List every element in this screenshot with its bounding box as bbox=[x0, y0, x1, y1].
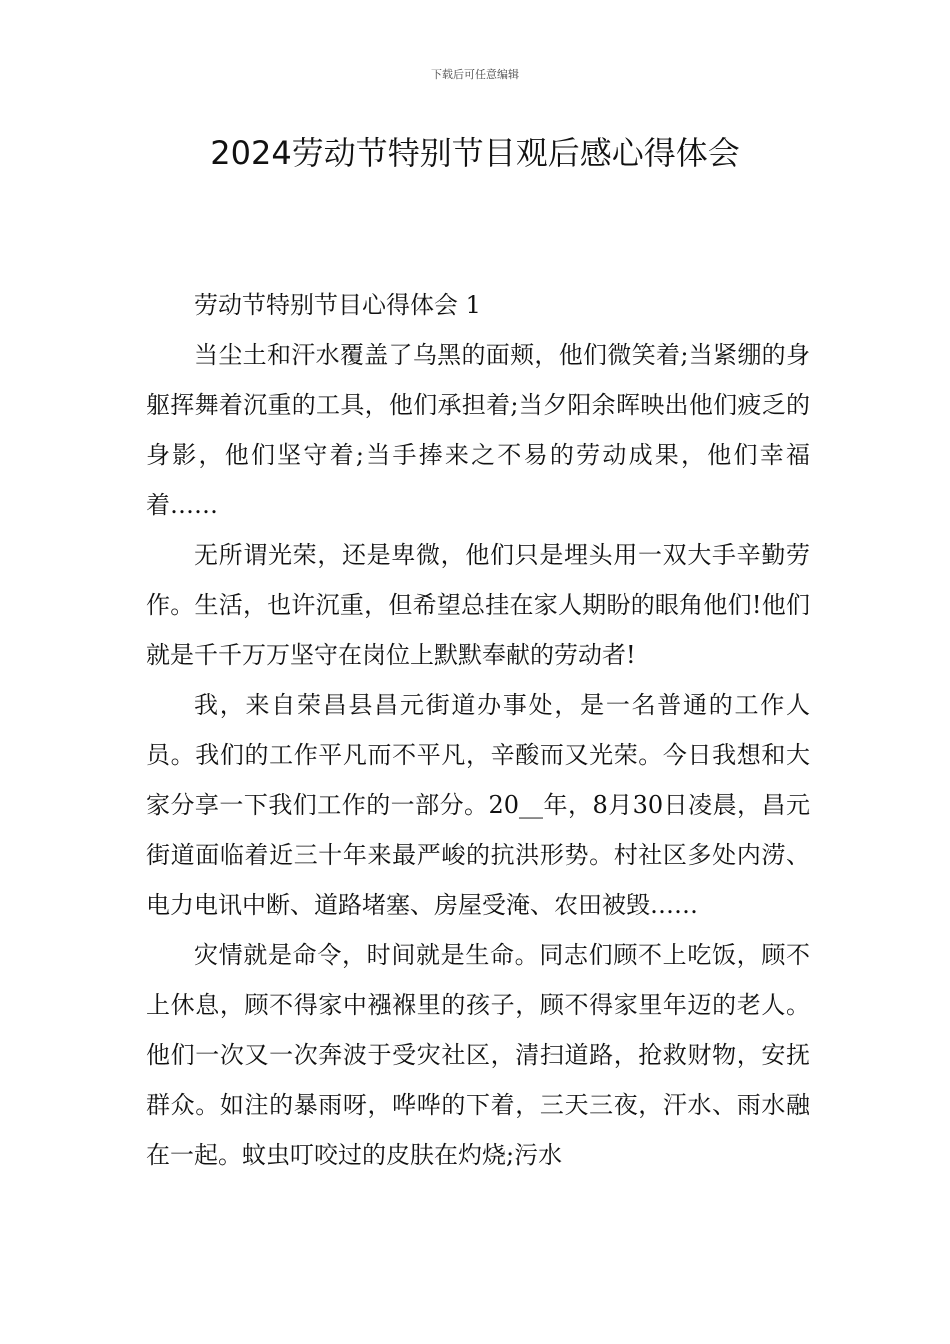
paragraph: 灾情就是命令，时间就是生命。同志们顾不上吃饭，顾不上休息，顾不得家中襁褓里的孩子，顾不得家里年迈的老人。他们一次又一次奔波于受灾社区，清扫道路，抢救财物，安抚群众。如注的暴雨呀，哗哗的下着，三天三夜，汗水、雨水融在一起。蚊虫叮咬过的皮肤在灼烧;污水 bbox=[146, 941, 810, 1169]
header-note: 下载后可任意编辑 bbox=[431, 68, 519, 81]
paragraph: 我，来自荣昌县昌元街道办事处，是一名普通的工作人员。我们的工作平凡而不平凡，辛酸而又光荣。今日我想和大家分享一下我们工作的一部分。20__年，8月30日凌晨，昌元街道面临着近三十年来最严峻的抗洪形势。村社区多处内涝、电力电讯中断、道路堵塞、房屋受淹、农田被毁…… bbox=[146, 691, 810, 919]
paragraph: 当尘土和汗水覆盖了乌黑的面颊，他们微笑着;当紧绷的身躯挥舞着沉重的工具，他们承担着;当夕阳余晖映出他们疲乏的身影，他们坚守着;当手捧来之不易的劳动成果，他们幸福着…… bbox=[146, 341, 810, 519]
document-body bbox=[146, 280, 810, 1180]
document-title: 2024劳动节特别节目观后感心得体会 bbox=[210, 134, 740, 172]
section-heading: 劳动节特别节目心得体会 1 bbox=[194, 291, 481, 319]
paragraph: 无所谓光荣，还是卑微，他们只是埋头用一双大手辛勤劳作。生活，也许沉重，但希望总挂在家人期盼的眼角他们!他们就是千千万万坚守在岗位上默默奉献的劳动者! bbox=[146, 541, 810, 669]
